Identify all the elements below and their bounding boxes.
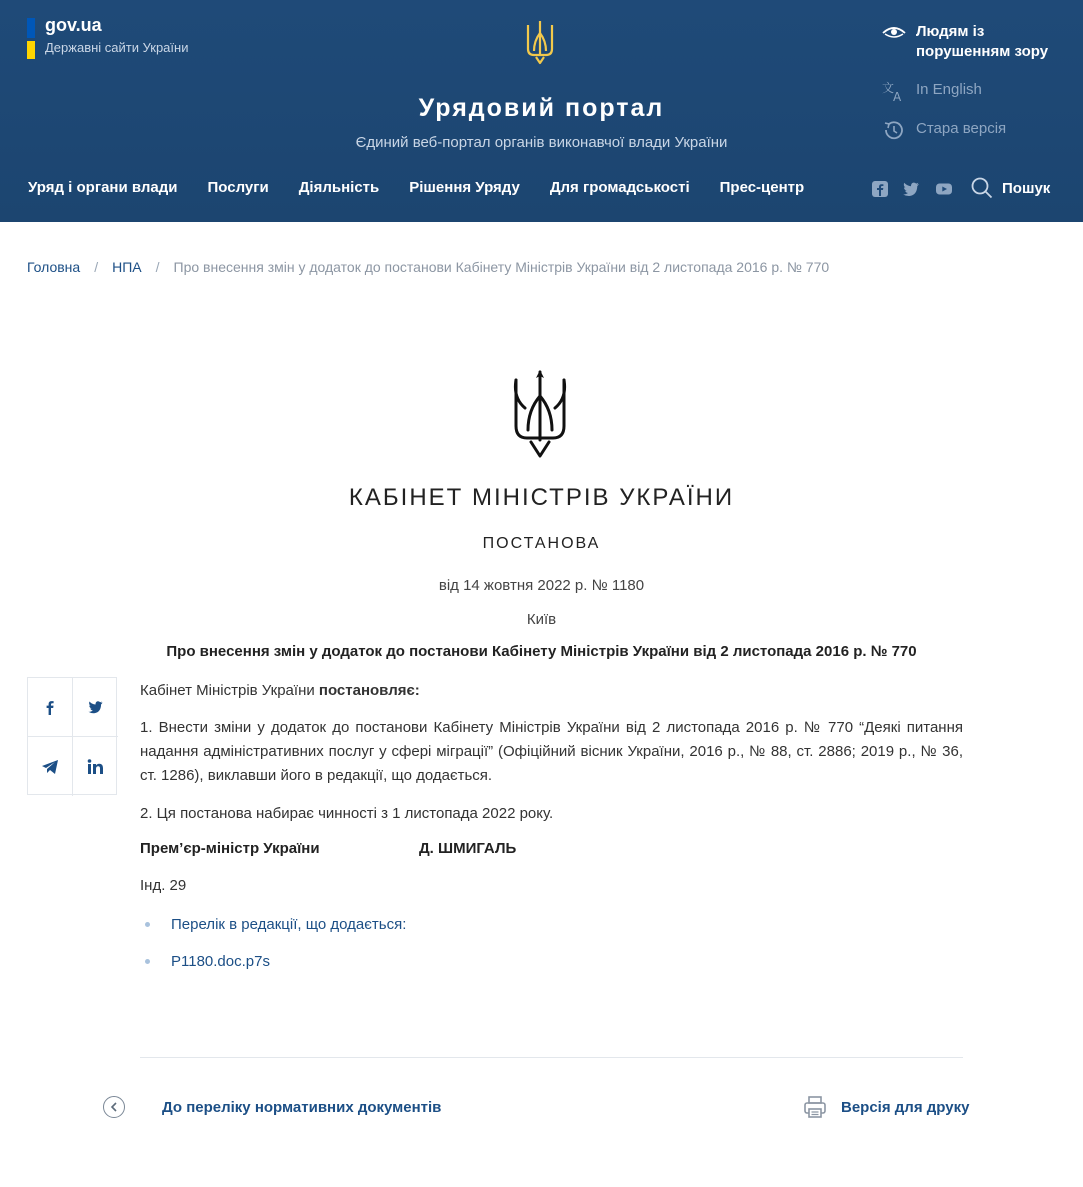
- intro-bold: постановляє:: [318, 682, 420, 699]
- coat-of-arms-icon: [511, 368, 569, 460]
- old-version-label: Стара версія: [916, 120, 1007, 137]
- breadcrumb-home[interactable]: Головна: [27, 259, 81, 275]
- translate-icon: [881, 80, 907, 102]
- back-to-list-label: До переліку нормативних документів: [162, 1098, 442, 1116]
- breadcrumb-current: Про внесення змін у додаток до постанови Кабінету Міністрів України від 2 листопада 2016 р. № 770: [173, 259, 830, 275]
- nav-item-public[interactable]: Для громадськості: [549, 179, 690, 196]
- share-panel: [27, 677, 117, 795]
- document-date-number: від 14 жовтня 2022 р. № 1180: [438, 577, 645, 594]
- telegram-icon: [41, 759, 59, 775]
- share-twitter-button[interactable]: [73, 678, 118, 737]
- facebook-icon[interactable]: [871, 180, 889, 198]
- document-city: Київ: [526, 611, 557, 628]
- portal-subtitle: Єдиний веб-портал органів виконавчої влади України: [355, 134, 728, 151]
- chevron-left-icon: [103, 1096, 125, 1118]
- print-version-label: Версія для друку: [841, 1098, 970, 1116]
- printer-icon: [803, 1095, 827, 1119]
- search-label: Пошук: [1002, 179, 1051, 197]
- site-header: [0, 0, 1083, 222]
- english-link[interactable]: [881, 80, 982, 102]
- nav-item-activity[interactable]: Діяльність: [298, 179, 380, 196]
- share-linkedin-button[interactable]: [73, 737, 118, 796]
- signer-title: Прем’єр-міністр України: [140, 840, 320, 857]
- document-title: Про внесення змін у додаток до постанови Кабінету Міністрів України від 2 листопада 2016 р. № 770: [166, 643, 917, 660]
- gov-ua-link[interactable]: [27, 14, 188, 59]
- attachment-link[interactable]: [145, 916, 406, 933]
- history-icon: [881, 119, 907, 141]
- search-icon: [971, 177, 993, 199]
- nav-item-press[interactable]: Прес-центр: [719, 179, 805, 196]
- visually-impaired-label: Людям із порушенням зору: [916, 23, 1049, 60]
- ukraine-flag-icon: [27, 18, 35, 59]
- main-nav: [28, 179, 834, 196]
- signer-name: Д. ШМИГАЛЬ: [419, 840, 517, 857]
- portal-title[interactable]: Урядовий портал: [418, 94, 665, 122]
- intro-text: Кабінет Міністрів України: [140, 682, 319, 699]
- attachment-label: Перелік в редакції, що додається:: [171, 916, 407, 933]
- attachment-label: P1180.doc.p7s: [171, 953, 270, 970]
- share-facebook-button[interactable]: [28, 678, 73, 737]
- share-telegram-button[interactable]: [28, 737, 73, 796]
- breadcrumb: [27, 259, 829, 275]
- facebook-icon: [42, 699, 58, 715]
- divider: [140, 1057, 963, 1058]
- gov-ua-subtitle: Державні сайти України: [45, 40, 189, 55]
- attachment-link[interactable]: [145, 953, 270, 970]
- document-paragraph-2: 2. Ця постанова набирає чинності з 1 листопада 2022 року.: [140, 805, 554, 822]
- breadcrumb-npa[interactable]: НПА: [112, 259, 142, 275]
- bullet-icon: [145, 922, 150, 927]
- document-type: ПОСТАНОВА: [482, 535, 601, 552]
- svg-text:A: A: [893, 90, 902, 102]
- twitter-icon[interactable]: [902, 180, 920, 198]
- eye-icon: [881, 22, 907, 44]
- twitter-icon: [87, 699, 104, 715]
- english-label: In English: [916, 81, 982, 98]
- print-version-link[interactable]: [803, 1095, 969, 1119]
- visually-impaired-link[interactable]: [881, 22, 1056, 62]
- document-organization: КАБІНЕТ МІНІСТРІВ УКРАЇНИ: [348, 484, 735, 511]
- gov-ua-name: gov.ua: [45, 15, 102, 35]
- trident-logo-icon[interactable]: [525, 19, 555, 65]
- nav-item-government[interactable]: Уряд і органи влади: [28, 179, 178, 196]
- old-version-link[interactable]: [881, 119, 1006, 141]
- svg-text:文: 文: [882, 81, 895, 95]
- back-to-list-link[interactable]: [103, 1096, 441, 1118]
- document-paragraph-1: 1. Внести зміни у додаток до постанови Кабінету Міністрів України від 2 листопада 2016 р. № 770 “Деякі питання надання адміністративних послуг у сфері міграції” (Офіційний вісник України, 2016 р., № 88, ст. 2886; 2019 р., № 36, ст. 1286), виклавши його в редакції, що додається.: [140, 719, 963, 784]
- search-button[interactable]: [971, 177, 1050, 199]
- linkedin-icon: [87, 759, 104, 775]
- breadcrumb-separator: /: [94, 259, 99, 275]
- bullet-icon: [145, 959, 150, 964]
- nav-item-services[interactable]: Послуги: [207, 179, 269, 196]
- nav-item-decisions[interactable]: Рішення Уряду: [409, 179, 520, 196]
- youtube-icon[interactable]: [935, 180, 953, 198]
- document-index: Інд. 29: [140, 877, 187, 894]
- document-intro: [140, 679, 963, 703]
- breadcrumb-separator: /: [155, 259, 160, 275]
